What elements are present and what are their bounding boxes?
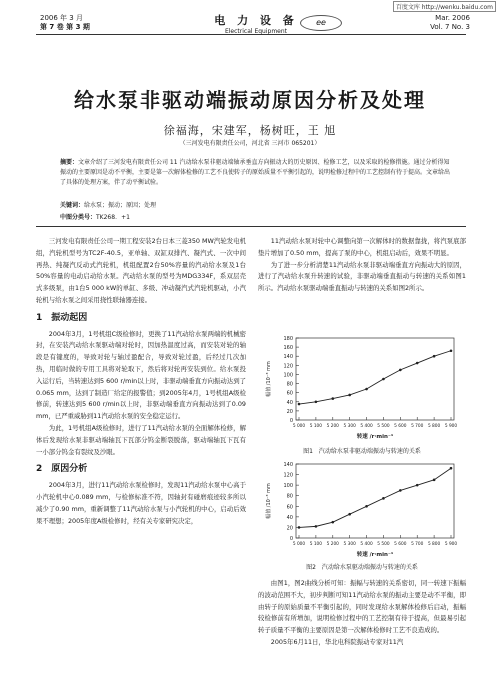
x-tick-label: 5 800 (427, 542, 441, 547)
data-point (416, 484, 419, 487)
figure-2-caption: 图2 汽动给水泵驱动端振动与转速的关系 (306, 564, 418, 571)
section-1-paragraph-2: 为此，1号机组A级检修时，进行了11汽动给水泵的全面解体检修，解体后发现给水泵非驱动端轴瓦下瓦部分钨金断裂脱落，驱动端轴瓦下瓦有一小部分钨金有裂纹及沙眼。 (36, 423, 246, 456)
right-column-bottom (258, 578, 466, 649)
x-tick-label: 5 100 (309, 542, 323, 547)
classification-label: 中图分类号： (60, 214, 97, 221)
header-right (420, 14, 470, 32)
journal-title-cn: 电 力 设 备 (214, 14, 298, 27)
plot-frame (296, 338, 454, 420)
header-left (40, 14, 90, 32)
data-point (433, 355, 436, 358)
y-tick-label: 0 (289, 418, 293, 424)
y-tick-label: 180 (283, 336, 293, 342)
x-tick-label: 5 400 (360, 542, 373, 547)
header-issue: 第 7 卷 第 3 期 (40, 23, 90, 31)
keywords (60, 200, 450, 209)
data-point (331, 521, 334, 524)
x-tick-label: 5 500 (377, 542, 390, 547)
data-point (331, 397, 334, 400)
journal-logo: ee (300, 15, 342, 31)
y-tick-label: 80 (286, 493, 293, 500)
y-tick-label: 140 (283, 354, 293, 361)
section-2-heading: 2 原因分析 (36, 464, 88, 475)
data-point (450, 349, 453, 352)
x-tick-label: 5 200 (326, 542, 339, 547)
header-issue-en: Vol. 7 No. 3 (430, 23, 470, 31)
right-paragraph-2: 为了进一步分析清楚11汽动给水泵非驱动端垂直方向振动大的原因，进行了汽动给水泵升转速的试验，非驱动端垂直振动与转速的关系如图1所示。汽动给水泵驱动端垂直振动与转速的关系如图2所示。 (258, 260, 466, 293)
data-point (399, 489, 402, 492)
keywords-text: 给水泵；振动；原因；处理 (84, 202, 157, 209)
section-1-paragraph-1: 2004年3月，1号机组C级检修时，更换了11汽动给水泵两端的机械密封，在安装汽动给水泵驱动端对轮时，因加热温度过高，而安装对轮的轴段是有键度的，导致对轮与轴过盈配合，导致对轮过盈，后经过几次加热，用临时做的专用工具将对轮取下，然后将对轮再安装到位。给水泵投入运行后，当转速达到5 600 r/min以上时，非驱动端垂直方向振动达到了0.065 mm，达到了制造厂给定的报警值；到2005年4月，1号机组A级检修前，转速达到5 600 r/min以上时，非驱动端垂直方向振动达到了0.09 mm，已严重威胁到11汽动给水泵的安全稳定运行。 (36, 329, 246, 421)
right-paragraph-4: 2005年6月11日，华北电科院振动专家对11汽 (270, 637, 404, 646)
data-point (365, 505, 368, 508)
x-tick-label: 5 500 (377, 424, 390, 429)
x-tick-label: 5 600 (394, 542, 407, 547)
section-2-paragraph-1: 2004年3月，进行11汽动给水泵检修时，发现11汽动给水泵中心高于小汽轮机中心0.089 mm，与检修标准不符，因轴封有碰磨痕迹较多所以减少了0.90 mm，重新调整了11汽动给水泵与小汽轮机的中心，启动后效果不理想；2005年度A级检修时，经有关专家研究决定， (36, 481, 246, 525)
intro-paragraph: 三河发电有限责任公司一期工程安装2台日本三菱350 MW汽轮发电机组，汽轮机型号为TC2F-40.5，亚单轴、双缸双排汽、凝汽式、一次中间再热、纯凝汽反动式汽轮机，机组配置2台50%容量的汽动给水泵及1台50%容量的电动启动给水泵。汽动给水泵的型号为MDG334F，系双层壳式多级泵，由1台5 000 kW的单缸、多级、冲动凝汽式汽轮机驱动，小汽轮机与给水泵之间采用挠性联轴器连接。 (36, 237, 246, 304)
x-tick-label: 5 200 (326, 424, 339, 429)
y-tick-label: 80 (286, 381, 293, 388)
y-tick-label: 160 (283, 345, 293, 352)
journal-name (196, 12, 316, 35)
abstract-rule (36, 226, 466, 227)
data-point (348, 513, 351, 516)
y-tick-label: 60 (286, 390, 293, 397)
data-point (382, 378, 385, 381)
y-tick-label: 20 (286, 525, 293, 532)
data-point (433, 479, 436, 482)
data-point (348, 394, 351, 397)
x-tick-label: 5 900 (444, 424, 458, 429)
left-column (36, 236, 246, 527)
data-point (416, 362, 419, 365)
x-tick-label: 5 000 (292, 424, 306, 429)
y-tick-label: 120 (283, 472, 293, 479)
data-point (382, 497, 385, 500)
x-tick-label: 5 300 (343, 542, 356, 547)
y-axis-label: 幅值 /10⁻³ mm (266, 483, 272, 519)
right-column-top (258, 236, 466, 295)
journal-title-en: Electrical Equipment (224, 28, 288, 35)
keywords-label: 关键词： (60, 202, 85, 209)
series-line (299, 351, 451, 404)
figure-2-chart (262, 458, 462, 560)
data-point (399, 369, 402, 372)
y-tick-label: 40 (286, 514, 293, 521)
abstract-label: 摘要： (60, 159, 79, 166)
series-line (299, 468, 451, 527)
y-axis-label: 幅值 /10⁻³ mm (266, 361, 272, 397)
abstract-text: 文章介绍了三河发电有限责任公司 11 汽动给水泵非驱动端轴承垂直方向振动大的历史原因、检修工艺，以及采取的检修措施。通过分析得知振动的主要原因是动不平衡，主要是第一次解体检修的工艺不良使转子的原始质量不平衡引起的，说明检修过程中的工艺控制有待于提高。文章给出了具体的处理方案，伴了动平衡试验。 (60, 159, 451, 186)
x-tick-label: 5 900 (444, 542, 458, 547)
data-point (315, 525, 318, 528)
watermark-link[interactable]: 百度文库 http://wenku.baidu.com (393, 1, 496, 12)
paper-title: 给水泵非驱动端振动原因分析及处理 (74, 88, 426, 112)
y-tick-label: 60 (286, 504, 293, 511)
x-tick-label: 5 300 (343, 424, 356, 429)
x-axis-label: 转速 /r·min⁻¹ (356, 434, 394, 440)
right-paragraph-3: 由图1，图2曲线分析可知：振幅与转速的关系密切，同一转速下振幅的波动范围不大，初步判断可知11汽动给水泵的振动主要是动不平衡，即由转子的原始质量不平衡引起的，同时发现给水泵解体检修后启动，振幅较检修前有所增加，说明检修过程中的工艺控制有待于提高，但最易引起转子质量不平衡的主要原因是第一次解体检修时工艺不良造成的。 (258, 579, 466, 635)
data-point (298, 526, 301, 529)
y-tick-label: 0 (289, 536, 293, 542)
data-point (365, 388, 368, 391)
y-tick-label: 120 (283, 363, 293, 370)
y-tick-label: 20 (286, 408, 293, 415)
data-point (450, 467, 453, 470)
y-tick-label: 100 (283, 483, 293, 490)
y-tick-label: 40 (286, 399, 293, 406)
paper-authors: 徐福海，宋建军，杨树旺，王 旭 (163, 124, 337, 137)
x-tick-label: 5 700 (411, 424, 424, 429)
paper-affiliation: （三河发电有限责任公司，河北省 三河市 065201） (179, 140, 321, 147)
x-tick-label: 5 800 (427, 424, 441, 429)
header-date-en: Mar. 2006 (435, 14, 470, 22)
x-tick-label: 5 000 (292, 542, 306, 547)
header-rule (36, 34, 466, 35)
x-tick-label: 5 700 (411, 542, 424, 547)
right-paragraph-1: 11汽动给水泵对轮中心调整向第一次解体时的数据靠拢，将汽泵底部垫片增加了0.50 mm，提高了泵的中心，机组启动后，效果不明显。 (258, 237, 466, 257)
section-1-heading: 1 振动起因 (36, 312, 88, 323)
x-tick-label: 5 400 (360, 424, 373, 429)
y-tick-label: 140 (283, 462, 293, 468)
y-tick-label: 100 (283, 372, 293, 379)
x-tick-label: 5 100 (309, 424, 323, 429)
figure-1-chart (262, 332, 462, 442)
classification-text: TK268．+1 (96, 214, 130, 221)
abstract (60, 158, 450, 188)
classification (60, 212, 450, 221)
plot-frame (296, 464, 454, 538)
x-tick-label: 5 600 (394, 424, 407, 429)
x-axis-label: 转速 /r·min⁻¹ (356, 552, 394, 558)
header-date: 2006 年 3 月 (40, 14, 83, 22)
data-point (298, 403, 301, 406)
data-point (315, 400, 318, 403)
figure-1-caption: 图1 汽动给水泵非驱动端振动与转速的关系 (303, 448, 421, 455)
